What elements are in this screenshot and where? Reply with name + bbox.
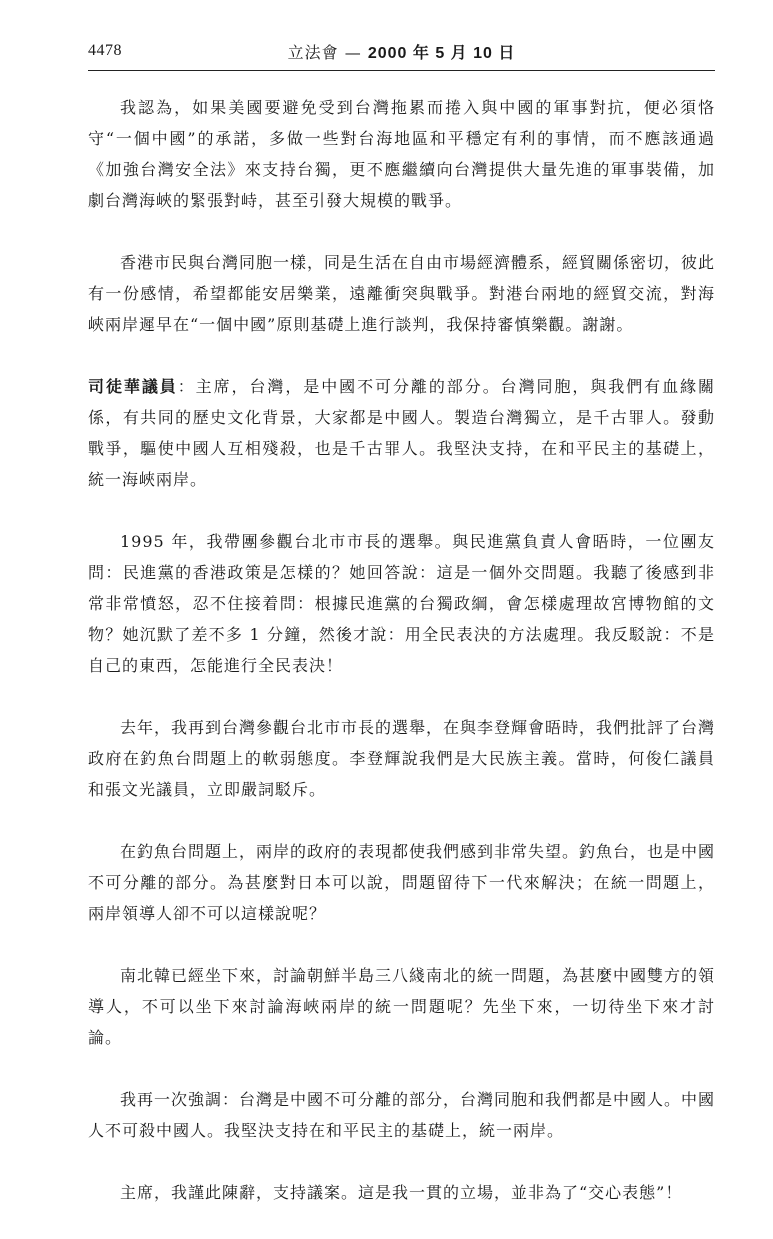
paragraph: 我認為，如果美國要避免受到台灣拖累而捲入與中國的軍事對抗，便必須恪守“一個中國”的承諾，多做一些對台海地區和平穩定有利的事情，而不應該通過《加強台灣安全法》來支持台獨，更不應繼續向台灣提供大量先進的軍事裝備，加劇台灣海峽的緊張對峙，甚至引發大規模的戰爭。 [88,98,715,210]
paragraph: 去年，我再到台灣參觀台北市市長的選舉，在與李登輝會晤時，我們批評了台灣政府在釣魚台問題上的軟弱態度。李登輝說我們是大民族主義。當時，何俊仁議員和張文光議員，立即嚴詞駁斥。 [88,718,716,799]
sitting-date: 2000 年 5 月 10 日 [367,44,516,62]
paragraph: 我再一次強調：台灣是中國不可分離的部分，台灣同胞和我們都是中國人。中國人不可殺中國人。我堅決支持在和平民主的基礎上，統一兩岸。 [88,1090,716,1140]
paragraph: 1995 年，我帶團參觀台北市市長的選舉。與民進黨負責人會晤時，一位團友問：民進黨的香港政策是怎樣的？她回答說：這是一個外交問題。我聽了後感到非常非常憤怒，忍不住接着問：根據民進黨的台獨政綱，會怎樣處理故宮博物館的文物？她沉默了差不多 1 分鐘，然後才說：用全民表決的方法處理。我反駁說：不是自己的東西，怎能進行全民表決！ [88,532,715,675]
header-dash: — [344,42,362,62]
running-head [88,40,715,63]
paragraph: 香港市民與台灣同胞一樣，同是生活在自由市場經濟體系，經貿關係密切，彼此有一份感情，希望都能安居樂業，遠離衝突與戰爭。對港台兩地的經貿交流，對海峽兩岸遲早在“一個中國”原則基礎上進行談判，我保持審慎樂觀。謝謝。 [88,253,716,334]
speech-opening-text: ：主席，台灣，是中國不可分離的部分。台灣同胞，與我們有血緣關係，有共同的歷史文化背景，大家都是中國人。製造台灣獨立，是千古罪人。發動戰爭，驅使中國人互相殘殺，也是千古罪人。我堅決支持，在和平民主的基礎上，統一海峽兩岸。 [88,377,715,489]
document-body [88,92,715,1239]
header-rule [88,70,715,71]
speaker-name: 司徒華議員 [88,377,178,396]
paragraph: 主席，我謹此陳辭，支持議案。這是我一貫的立場，並非為了“交心表態”！ [120,1183,683,1202]
page-number: 4478 [88,42,122,59]
paragraph: 南北韓已經坐下來，討論朝鮮半島三八綫南北的統一問題，為甚麼中國雙方的領導人，不可以坐下來討論海峽兩岸的統一問題呢？先坐下來，一切待坐下來才討論。 [88,966,716,1047]
page-header [88,36,715,66]
paragraph: 在釣魚台問題上，兩岸的政府的表現都使我們感到非常失望。釣魚台，也是中國不可分離的部分。為甚麼對日本可以說，問題留待下一代來解決；在統一問題上，兩岸領導人卻不可以這樣說呢？ [88,842,716,923]
speech-opening [88,371,715,495]
council-name: 立法會 [287,42,339,62]
